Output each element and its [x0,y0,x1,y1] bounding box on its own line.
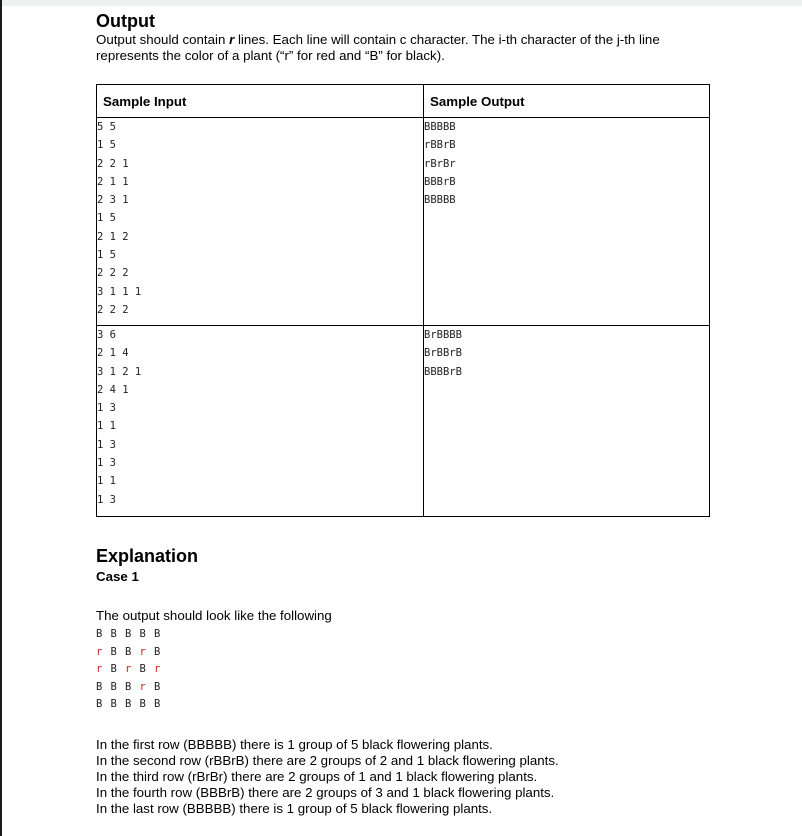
plant-grid [96,626,716,714]
plant-cell: B [96,698,103,710]
input-line: 2 3 1 [97,194,129,207]
plant-grid-row [96,679,716,697]
header-sample-output: Sample Output [424,85,710,118]
plant-cell: B [110,645,117,658]
output-line: BrBBrB [424,347,462,360]
input-line: 5 5 [97,121,116,133]
plant-cell: r [96,663,103,675]
plant-grid-row [96,626,716,644]
output-heading: Output [96,11,155,31]
input-line: 1 5 [97,139,116,152]
plant-cell: B [125,680,132,693]
explanation-line: In the fourth row (BBBrB) there are 2 groups of 3 and 1 black flowering plants. [96,784,555,800]
sample-1-input [97,118,424,326]
sample-2-output [424,326,710,517]
input-line: 1 3 [97,438,116,451]
plant-cell: B [110,680,117,693]
plant-cell: B [96,680,103,693]
plant-grid-row [96,661,716,679]
plant-cell: B [110,663,117,675]
plant-cell: r [125,663,132,675]
explanation-line: In the last row (BBBBB) there is 1 group of 5 black flowering plants. [96,800,493,816]
output-line: BBBrB [424,175,456,188]
input-line: 2 1 1 [97,175,129,188]
output-desc-part2: lines. Each line will contain c character. The i-th character of the j-th line represents the color of a plant (“r” for red and “B” for black). [96,32,660,63]
input-line: 1 5 [97,249,116,262]
plant-grid-row [96,644,716,662]
sample-1-output [424,118,710,326]
plant-cell: B [96,628,103,640]
plant-cell: B [125,698,132,710]
plant-cell: B [139,663,146,675]
plant-cell: r [139,645,146,658]
input-line: 1 1 [97,475,116,488]
plant-cell: B [125,628,132,640]
explanation-line: In the first row (BBBBB) there is 1 group of 5 black flowering plants. [96,736,493,752]
input-line: 1 5 [97,212,116,225]
input-line: 1 3 [97,457,116,470]
plant-cell: B [139,698,146,710]
explanation-lines [96,737,716,817]
plant-cell: B [125,645,132,658]
input-line: 2 1 4 [97,347,129,360]
input-line: 2 2 2 [97,303,129,316]
explanation-intro: The output should look like the following [96,608,332,623]
output-line: rBrBr [424,157,456,170]
plant-cell: B [154,645,161,658]
explanation-line: In the second row (rBBrB) there are 2 groups of 2 and 1 black flowering plants. [96,752,559,768]
input-line: 1 3 [97,493,116,506]
output-line: BBBBB [424,121,456,133]
input-line: 3 1 1 1 [97,285,142,298]
plant-cell: B [110,628,117,640]
output-description [96,32,716,64]
input-line: 2 4 1 [97,383,129,396]
output-line: BrBBBB [424,329,462,341]
sample-row-1 [97,118,710,326]
input-line: 2 1 2 [97,230,129,243]
case-label: Case 1 [96,569,139,584]
plant-cell: r [154,663,161,675]
plant-cell: B [154,628,161,640]
explanation-line: In the third row (rBrBr) there are 2 groups of 1 and 1 black flowering plants. [96,768,538,784]
output-line: BBBBrB [424,365,462,378]
plant-cell: r [96,645,103,658]
plant-cell: B [139,628,146,640]
output-desc-var: r [229,32,235,47]
explanation-section [96,545,716,817]
plant-cell: B [154,680,161,693]
output-section [96,10,716,64]
plant-cell: B [110,698,117,710]
plant-cell: B [154,698,161,710]
input-line: 1 3 [97,402,116,415]
left-edge-bar [0,0,2,836]
input-line: 3 1 2 1 [97,365,142,378]
input-line: 3 6 [97,329,116,341]
output-line: BBBBB [424,194,456,207]
input-line: 2 2 1 [97,157,129,170]
explanation-heading: Explanation [96,546,199,566]
input-line: 1 1 [97,420,116,433]
top-strip [0,0,802,6]
header-sample-input: Sample Input [97,85,424,118]
samples-header-row [97,85,710,118]
plant-cell: r [139,680,146,693]
sample-row-2 [97,326,710,517]
samples-table [96,84,710,517]
output-desc-part1: Output should contain [96,32,230,47]
plant-grid-row [96,696,716,714]
input-line: 2 2 2 [97,267,129,280]
sample-2-input [97,326,424,517]
output-line: rBBrB [424,139,456,152]
